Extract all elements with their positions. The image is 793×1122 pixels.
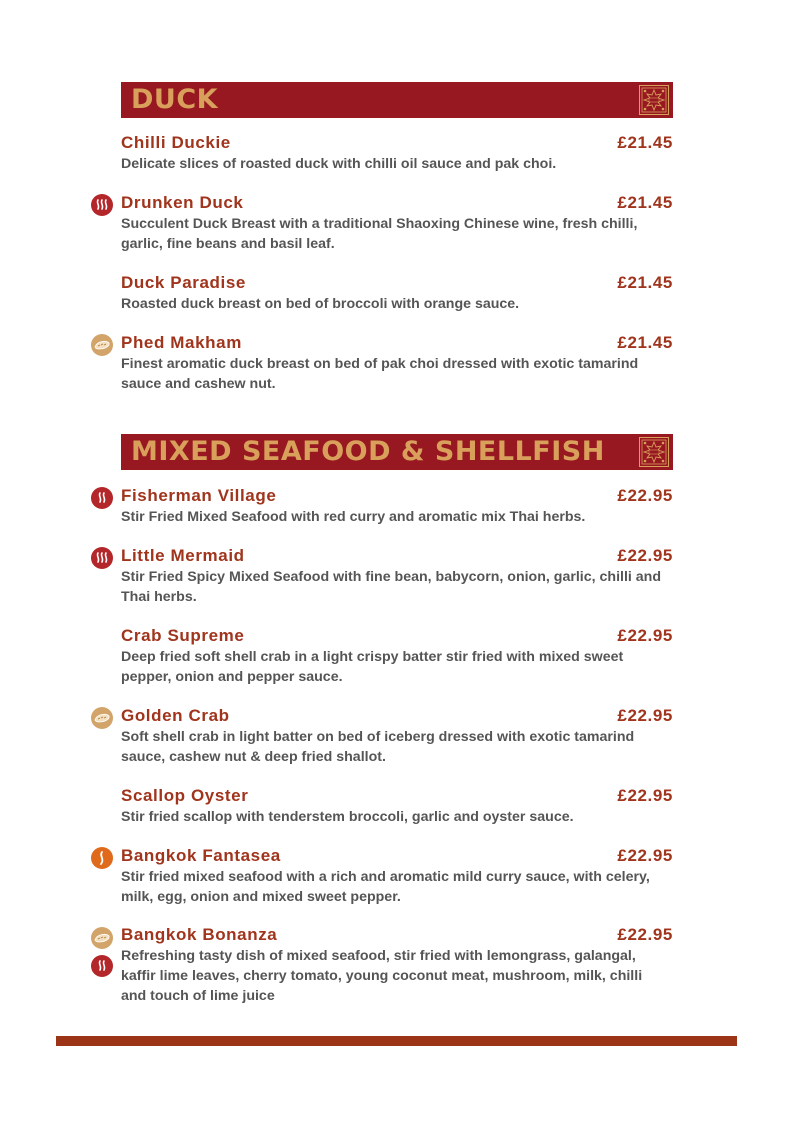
item-name: Duck Paradise (121, 273, 246, 292)
item-description: Finest aromatic duck breast on bed of pak choi dressed with exotic tamarind sauce and cashew nut. (121, 356, 639, 392)
item-description: Soft shell crab in light batter on bed of iceberg dressed with exotic tamarind sauce, cashew nut & deep fried shallot. (121, 729, 635, 765)
item-name: Golden Crab (121, 706, 230, 725)
item-name: Drunken Duck (121, 193, 244, 212)
item-description: Stir Fried Mixed Seafood with red curry and aromatic mix Thai herbs. (121, 509, 586, 525)
item-name: Bangkok Fantasea (121, 846, 281, 865)
item-price: £22.95 (617, 486, 673, 505)
item-description: Succulent Duck Breast with a traditional Shaoxing Chinese wine, fresh chilli, garlic, fine beans and basil leaf. (121, 216, 638, 252)
item-price: £21.45 (617, 273, 673, 292)
section-title: MIXED SEAFOOD & SHELLFISH (131, 436, 605, 467)
item-name: Bangkok Bonanza (121, 925, 278, 944)
section-header-duck (121, 82, 673, 118)
item-price: £21.45 (617, 133, 673, 152)
item-name: Fisherman Village (121, 486, 277, 505)
item-description: Delicate slices of roasted duck with chilli oil sauce and pak choi. (121, 156, 557, 172)
item-price: £21.45 (617, 193, 673, 212)
item-description: Refreshing tasty dish of mixed seafood, stir fried with lemongrass, galangal, kaffir lime leaves, cherry tomato, young coconut meat, mushroom, milk, chilli and touch of lime juice (121, 948, 643, 1004)
thai-emblem-icon (639, 85, 669, 115)
chilli-hot-2-icon (91, 955, 113, 977)
item-description: Roasted duck breast on bed of broccoli with orange sauce. (121, 296, 520, 312)
item-price: £22.95 (617, 706, 673, 725)
mild-chilli-icon (91, 847, 113, 869)
item-name: Little Mermaid (121, 546, 245, 565)
item-price: £21.45 (617, 333, 673, 352)
item-price: £22.95 (617, 925, 673, 944)
chilli-hot-3-icon (91, 547, 113, 569)
contains-nuts-icon (91, 927, 113, 949)
item-price: £22.95 (617, 546, 673, 565)
item-description: Stir fried mixed seafood with a rich and aromatic mild curry sauce, with celery, milk, egg, onion and mixed sweet pepper. (121, 869, 650, 905)
section-title: DUCK (131, 84, 219, 115)
contains-nuts-icon (91, 334, 113, 356)
item-name: Crab Supreme (121, 626, 245, 645)
contains-nuts-icon (91, 707, 113, 729)
item-description: Stir fried scallop with tenderstem broccoli, garlic and oyster sauce. (121, 809, 574, 825)
chilli-hot-3-icon (91, 194, 113, 216)
item-name: Scallop Oyster (121, 786, 249, 805)
chilli-hot-2-icon (91, 487, 113, 509)
item-description: Stir Fried Spicy Mixed Seafood with fine bean, babycorn, onion, garlic, chilli and Thai herbs. (121, 569, 661, 605)
item-price: £22.95 (617, 626, 673, 645)
item-description: Deep fried soft shell crab in a light crispy batter stir fried with mixed sweet pepper, onion and pepper sauce. (121, 649, 624, 685)
item-name: Phed Makham (121, 333, 242, 352)
item-price: £22.95 (617, 846, 673, 865)
item-price: £22.95 (617, 786, 673, 805)
footer-bar (56, 1036, 737, 1046)
item-name: Chilli Duckie (121, 133, 231, 152)
section-header-seafood (121, 434, 673, 470)
thai-emblem-icon (639, 437, 669, 467)
